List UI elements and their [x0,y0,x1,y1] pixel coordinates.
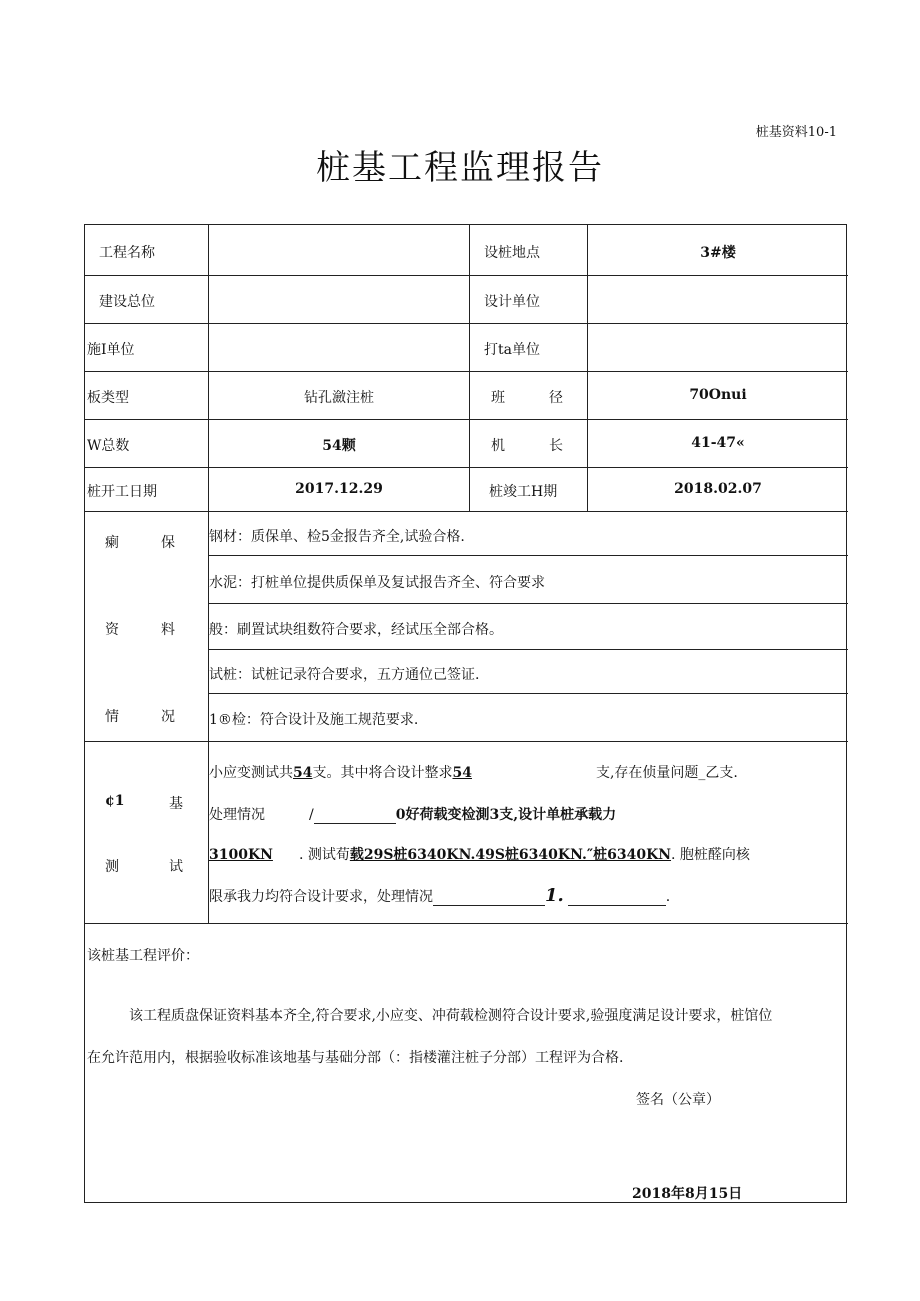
piling-unit-label: 打ta单位 [484,342,540,358]
quality-label-char: 保 [161,535,175,551]
diameter-label-1: 班 [491,390,505,406]
test-label-char: 试 [169,859,183,875]
pile-location-value: 3#楼 [700,245,736,261]
row-divider [85,419,848,420]
quality-label-char: 况 [161,709,175,725]
length-label-1: 机 [491,438,505,454]
row-divider [85,467,848,468]
quality-row-concrete: 般：刷置试块组数符合要求，经试压全部合格。 [209,622,503,638]
project-name-label: 工程名称 [99,245,155,261]
quality-row-steel: 钢材：质保单、检5金报告齐全,试验合格. [209,529,465,545]
signature-label: 签名（公章） [636,1092,720,1108]
test-count: 54 [293,765,313,781]
row-divider [208,649,848,650]
quality-label-char: 料 [161,622,175,638]
length-value: 41-47« [691,435,745,451]
test-line-4: 限承我力均符合设计要求，处理情况 1. . [209,885,671,906]
total-count-value: 54颗 [322,438,356,454]
pile-location-label: 设桩地点 [484,245,540,261]
design-unit-label: 设计单位 [484,294,540,310]
test-line-1: 小应变测试共54支。其中将合设计整求54 支,存在侦量问题_乙支. [209,765,738,781]
start-date-value: 2017.12.29 [295,481,383,497]
row-divider [85,923,848,924]
row-divider [85,741,848,742]
evaluation-paragraph: 在允许范用内，根据验收标准该地基与基础分部（：指楼灌注桩子分部）工程评为合格. [87,1050,624,1066]
builder-label: 建设总位 [99,294,155,310]
report-table [84,224,847,1203]
row-divider [208,555,848,556]
page-title: 桩基工程监理报告 [316,148,604,188]
row-divider [208,603,848,604]
col-divider [587,225,588,511]
total-count-label: W总数 [87,438,130,454]
row-divider [85,511,848,512]
quality-row-cement: 水泥：打桩单位提供质保单及复试报告齐全、符合要求 [209,575,545,591]
col-divider [469,225,470,511]
quality-label-char: 情 [105,709,119,725]
pile-type-label: 板类型 [87,390,129,406]
test-line-3: 3100KN . 测试荀载29S桩6340KN.49S桩6340KN.″桩6340KN. 胞桩醛向核 [209,847,750,863]
finish-date-label: 桩竣工H期 [489,484,558,500]
construction-unit-label: 施I单位 [87,342,135,358]
diameter-label-2: 径 [549,390,563,406]
pile-type-value: 钻孔瀲注桩 [304,390,374,406]
start-date-label: 桩开工日期 [87,484,157,500]
test-label-char: 测 [105,859,119,875]
document-reference: 桩基资料10-1 [755,125,837,140]
quality-row-trial-pile: 试桩：试桩记录符合要求，五方通位己签证. [209,667,480,683]
row-divider [85,371,848,372]
row-divider [85,275,848,276]
diameter-value: 70Onui [689,387,747,403]
length-label-2: 长 [549,438,563,454]
row-divider [208,693,848,694]
test-ok-count: 54 [452,765,472,781]
finish-date-value: 2018.02.07 [674,481,762,497]
quality-row-inspection: 1®检：符合设计及施工规范要求. [209,712,419,728]
test-label-char: ¢1 [105,793,125,809]
evaluation-date: 2018年8月15日 [632,1186,743,1202]
quality-label-char: 资 [105,622,119,638]
evaluation-paragraph: 该工程质盘保证资料基本齐全,符合要求,小应变、冲荷载检测符合设计要求,验强度满足设计要求，桩馆位 [129,1008,773,1024]
quality-label-char: 瘌 [105,535,119,551]
test-label-char: 基 [169,796,183,812]
row-divider [85,323,848,324]
evaluation-heading: 该桩基工程评价： [87,948,199,964]
test-line-2: 处理情况 / 0好荷载变检測3支,设计单桩承载力 [209,807,617,823]
